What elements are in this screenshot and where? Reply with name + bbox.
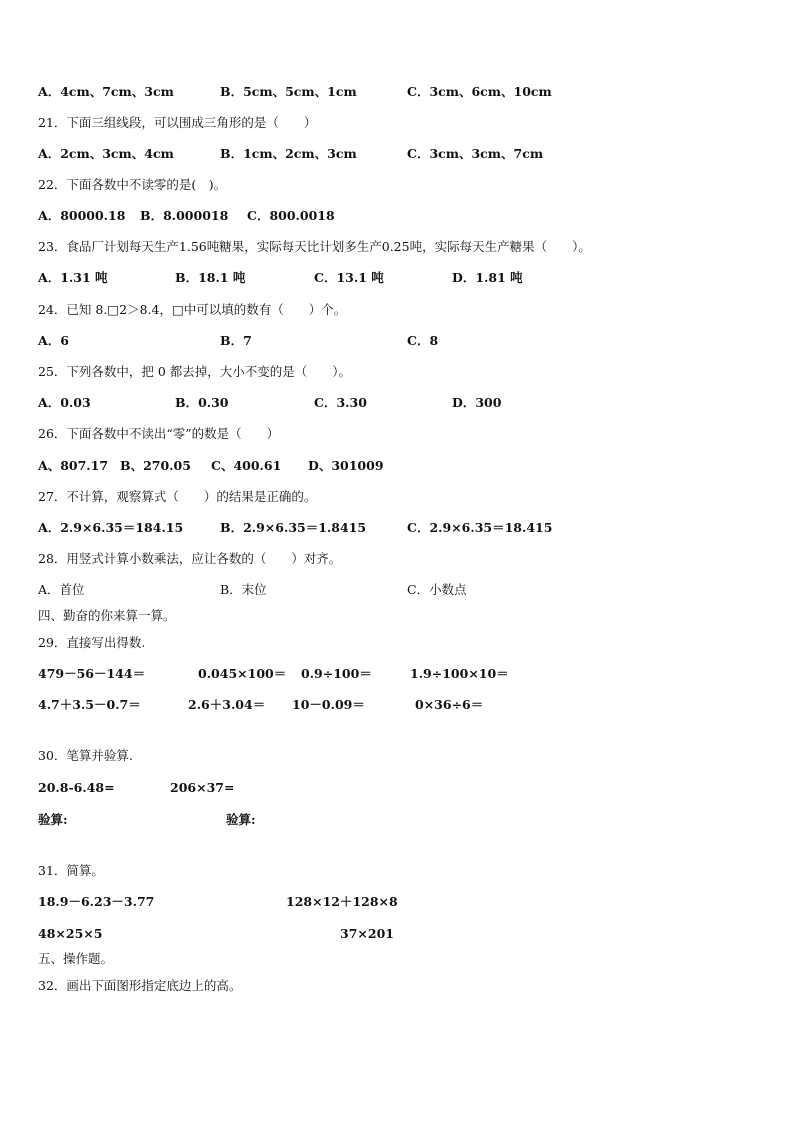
q23-stem: 23．食品厂计划每天生产1.56吨糖果，实际每天比计划多生产0.25吨，实际每天生产糖果（ ）。 bbox=[38, 239, 591, 254]
q31-problem: 18.9－6.23－3.77 bbox=[38, 894, 155, 909]
q25-option-b: B．0.30 bbox=[175, 395, 229, 410]
q23-option-c: C．13.1 吨 bbox=[314, 270, 384, 285]
q21-option-c: C．3cm、3cm、7cm bbox=[407, 146, 544, 161]
q28-option-b: B．末位 bbox=[220, 582, 267, 597]
q25-option-a: A．0.03 bbox=[38, 395, 91, 410]
q27-option-b: B．2.9×6.35＝1.8415 bbox=[220, 520, 367, 535]
q25-option-c: C．3.30 bbox=[314, 395, 367, 410]
section-5-heading: 五、操作题。 bbox=[38, 951, 114, 966]
q29-expr: 0×36÷6＝ bbox=[415, 697, 484, 712]
q28-option-c: C．小数点 bbox=[407, 582, 467, 597]
q21-option-b: B．1cm、2cm、3cm bbox=[220, 146, 357, 161]
q29-expr: 2.6＋3.04＝ bbox=[188, 697, 266, 712]
q29-expr: 0.045×100＝ bbox=[198, 666, 287, 681]
q21-stem: 21．下面三组线段，可以围成三角形的是（ ） bbox=[38, 115, 317, 130]
q21-option-a: A．2cm、3cm、4cm bbox=[38, 146, 174, 161]
q30-check-label: 验算: bbox=[226, 812, 256, 827]
q23-option-b: B．18.1 吨 bbox=[175, 270, 246, 285]
q27-stem: 27．不计算，观察算式（ ）的结果是正确的。 bbox=[38, 489, 317, 504]
q28-stem: 28．用竖式计算小数乘法，应让各数的（ ）对齐。 bbox=[38, 551, 342, 566]
q31-problem: 48×25×5 bbox=[38, 926, 103, 941]
q24-stem: 24．已知 8.□2＞8.4，□中可以填的数有（ ）个。 bbox=[38, 302, 347, 317]
q29-expr: 1.9÷100×10＝ bbox=[410, 666, 509, 681]
q27-option-c: C．2.9×6.35＝18.415 bbox=[407, 520, 553, 535]
q26-option-a: A、807.17 bbox=[38, 458, 109, 473]
q26-option-d: D、301009 bbox=[308, 458, 384, 473]
q25-stem: 25．下列各数中，把 0 都去掉，大小不变的是（ ）。 bbox=[38, 364, 352, 379]
q26-option-b: B、270.05 bbox=[120, 458, 191, 473]
q22-option-b: B．8.000018 bbox=[140, 208, 229, 223]
q25-option-d: D．300 bbox=[452, 395, 502, 410]
q22-option-c: C．800.0018 bbox=[247, 208, 335, 223]
q24-option-c: C．8 bbox=[407, 333, 439, 348]
q32-stem: 32．画出下面图形指定底边上的高。 bbox=[38, 978, 242, 993]
q26-stem: 26．下面各数中不读出“零”的数是（ ） bbox=[38, 426, 280, 441]
q30-check-label: 验算: bbox=[38, 812, 68, 827]
q20-option-b: B．5cm、5cm、1cm bbox=[220, 84, 357, 99]
q20-option-a: A．4cm、7cm、3cm bbox=[38, 84, 174, 99]
q29-expr: 4.7＋3.5－0.7＝ bbox=[38, 697, 141, 712]
section-4-heading: 四、勤奋的你来算一算。 bbox=[38, 608, 176, 623]
q27-option-a: A．2.9×6.35＝184.15 bbox=[38, 520, 184, 535]
q22-stem: 22．下面各数中不读零的是( )。 bbox=[38, 177, 227, 192]
q20-option-c: C．3cm、6cm、10cm bbox=[407, 84, 552, 99]
q28-option-a: A．首位 bbox=[38, 582, 85, 597]
q29-stem: 29．直接写出得数. bbox=[38, 635, 146, 650]
q31-problem: 37×201 bbox=[340, 926, 394, 941]
q31-problem: 128×12＋128×8 bbox=[286, 894, 398, 909]
q24-option-b: B．7 bbox=[220, 333, 252, 348]
q30-stem: 30．笔算并验算. bbox=[38, 748, 133, 763]
q31-stem: 31．简算。 bbox=[38, 863, 104, 878]
q22-option-a: A．80000.18 bbox=[38, 208, 126, 223]
q30-problem: 206×37= bbox=[170, 780, 235, 795]
q29-expr: 0.9÷100＝ bbox=[301, 666, 372, 681]
q23-option-a: A．1.31 吨 bbox=[38, 270, 108, 285]
q29-expr: 10－0.09＝ bbox=[292, 697, 365, 712]
q30-problem: 20.8-6.48= bbox=[38, 780, 115, 795]
q26-option-c: C、400.61 bbox=[211, 458, 282, 473]
q23-option-d: D．1.81 吨 bbox=[452, 270, 523, 285]
q24-option-a: A．6 bbox=[38, 333, 69, 348]
q29-expr: 479－56－144＝ bbox=[38, 666, 146, 681]
